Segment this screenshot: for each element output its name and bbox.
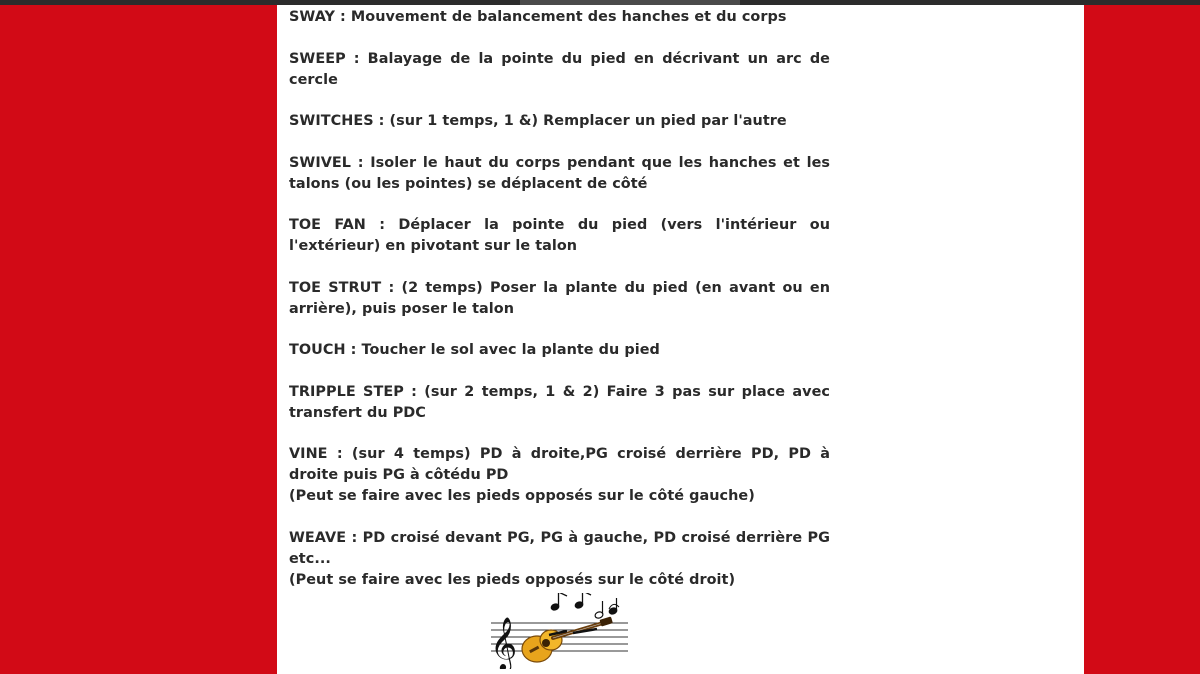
glossary-entry-vine	[289, 444, 830, 507]
glossary-entry-tripple-step	[289, 382, 830, 424]
entry-line: SWEEP : Balayage de la pointe du pied en décrivant un arc de cercle	[289, 50, 830, 88]
entry-line: TOUCH : Toucher le sol avec la plante du pied	[289, 342, 660, 358]
entry-line: WEAVE : PD croisé devant PG, PG à gauche, PD croisé derrière PG etc...	[289, 529, 830, 567]
glossary-entry-touch	[289, 340, 830, 361]
entry-line: SWITCHES : (sur 1 temps, 1 &) Remplacer un pied par l'autre	[289, 113, 787, 129]
entry-note: (Peut se faire avec les pieds opposés sur le côté gauche)	[289, 488, 755, 504]
glossary-entry-toe-fan	[289, 215, 830, 257]
glossary-entry-sweep	[289, 49, 830, 91]
entry-line: TRIPPLE STEP : (sur 2 temps, 1 & 2) Faire 3 pas sur place avec transfert du PDC	[289, 383, 830, 421]
page-column	[277, 5, 1084, 674]
treble-clef-icon: 𝄞	[490, 616, 518, 669]
entry-line: TOE FAN : Déplacer la pointe du pied (vers l'intérieur ou l'extérieur) en pivotant sur le talon	[289, 217, 830, 254]
glossary-entry-swivel	[289, 153, 830, 195]
glossary-entry-toe-strut	[289, 278, 830, 320]
glossary-entry-switches	[289, 111, 830, 132]
glossary-entry-sway	[289, 7, 830, 28]
entry-line: VINE : (sur 4 temps) PD à droite,PG croisé derrière PD, PD à droite puis PG à côtédu PD	[289, 446, 830, 483]
glossary-entry-weave	[289, 528, 830, 591]
entry-note: (Peut se faire avec les pieds opposés sur le côté droit)	[289, 571, 736, 588]
entry-line: TOE STRUT : (2 temps) Poser la plante du pied (en avant ou en arrière), puis poser le talon	[289, 279, 830, 317]
glossary-content	[289, 7, 830, 611]
guitar-music-notes-illustration	[487, 593, 632, 669]
entry-line: SWIVEL : Isoler le haut du corps pendant que les hanches et les talons (ou les pointes) se déplacent de côté	[289, 154, 830, 192]
entry-line: SWAY : Mouvement de balancement des hanches et du corps	[289, 9, 787, 25]
